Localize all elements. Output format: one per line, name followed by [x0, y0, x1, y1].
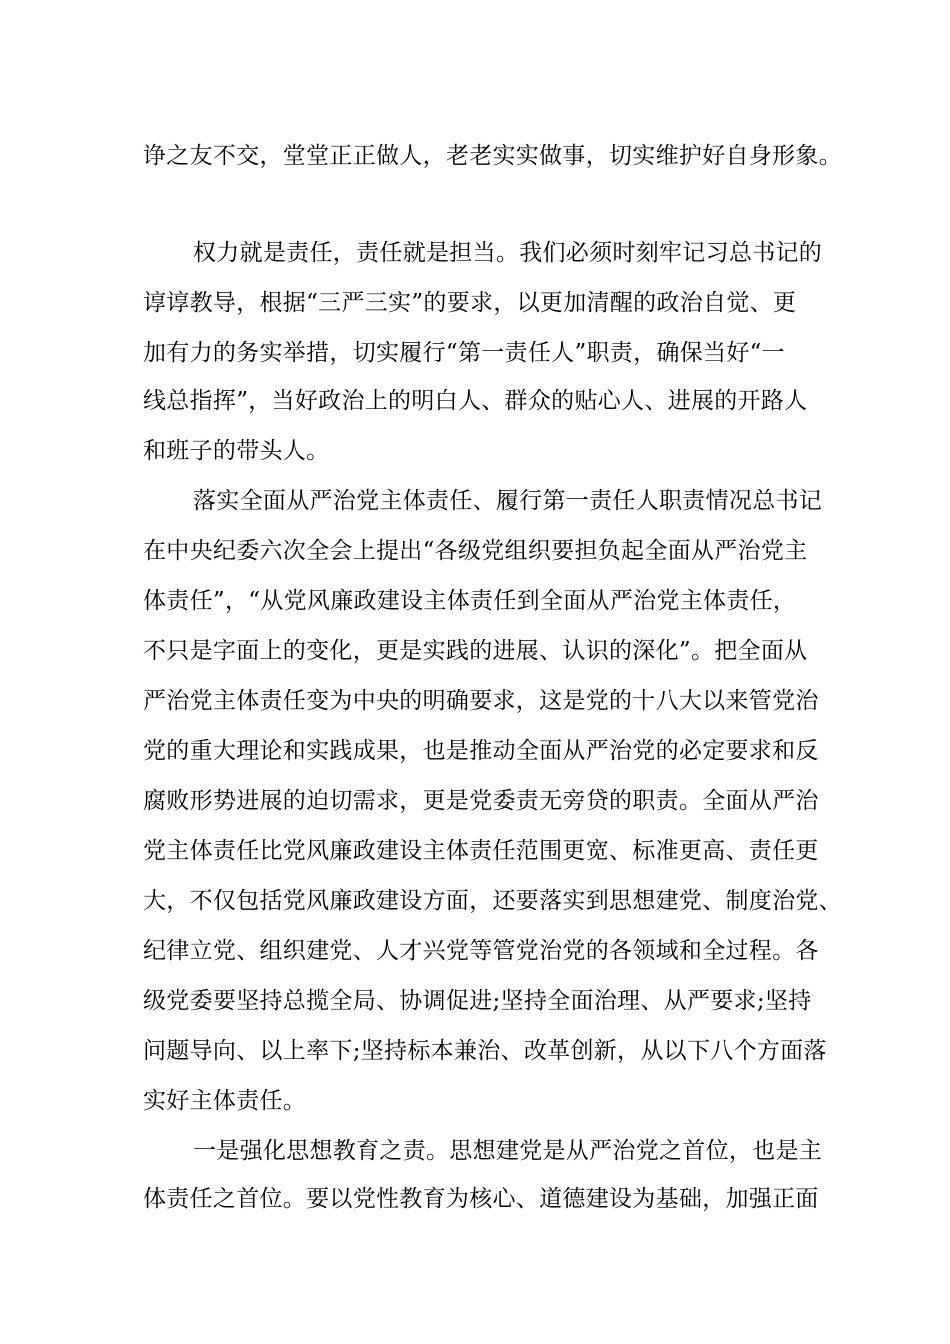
text-line: 问题导向、以上率下;坚持标本兼治、改革创新，从以下八个方面落: [143, 1038, 827, 1064]
text-line: 和班子的带头人。: [143, 438, 330, 464]
text-line: 严治党主体责任变为中央的明确要求，这是党的十八大以来管党治: [143, 688, 819, 714]
text-line: 实好主体责任。: [143, 1088, 307, 1114]
text-line: 党主体责任比党风廉政建设主体责任范围更宽、标准更高、责任更: [143, 838, 819, 864]
text-line: 在中央纪委六次全会上提出“各级党组织要担负起全面从严治党主: [143, 538, 808, 564]
text-line: 落实全面从严治党主体责任、履行第一责任人职责情况总书记: [193, 488, 823, 514]
text-line: 体责任之首位。要以党性教育为核心、道德建设为基础，加强正面: [143, 1186, 819, 1212]
text-line: 一是强化思想教育之责。思想建党是从严治党之首位，也是主: [193, 1138, 823, 1164]
text-line: 不只是字面上的变化，更是实践的进展、认识的深化”。把全面从: [143, 638, 808, 664]
text-line: 诤之友不交，堂堂正正做人，老老实实做事，切实维护好自身形象。: [143, 143, 842, 169]
text-line: 级党委要坚持总揽全局、协调促进;坚持全面治理、从严要求;坚持: [143, 988, 812, 1014]
text-line: 党的重大理论和实践成果，也是推动全面从严治党的必定要求和反: [143, 738, 819, 764]
text-line: 腐败形势进展的迫切需求，更是党委责无旁贷的职责。全面从严治: [143, 788, 819, 814]
text-line: 线总指挥”，当好政治上的明白人、群众的贴心人、进展的开路人: [143, 388, 808, 414]
text-line: 谆谆教导，根据“三严三实”的要求，以更加清醒的政治自觉、更: [143, 290, 797, 316]
text-line: 大，不仅包括党风廉政建设方面，还要落实到思想建党、制度治党、: [143, 888, 842, 914]
text-line: 纪律立党、组织建党、人才兴党等管党治党的各领域和全过程。各: [143, 938, 819, 964]
text-line: 体责任”，“从党风廉政建设主体责任到全面从严治党主体责任，: [143, 588, 797, 614]
text-line: 权力就是责任，责任就是担当。我们必须时刻牢记习总书记的: [193, 240, 823, 266]
text-line: 加有力的务实举措，切实履行“第一责任人”职责，确保当好“一: [143, 340, 785, 366]
